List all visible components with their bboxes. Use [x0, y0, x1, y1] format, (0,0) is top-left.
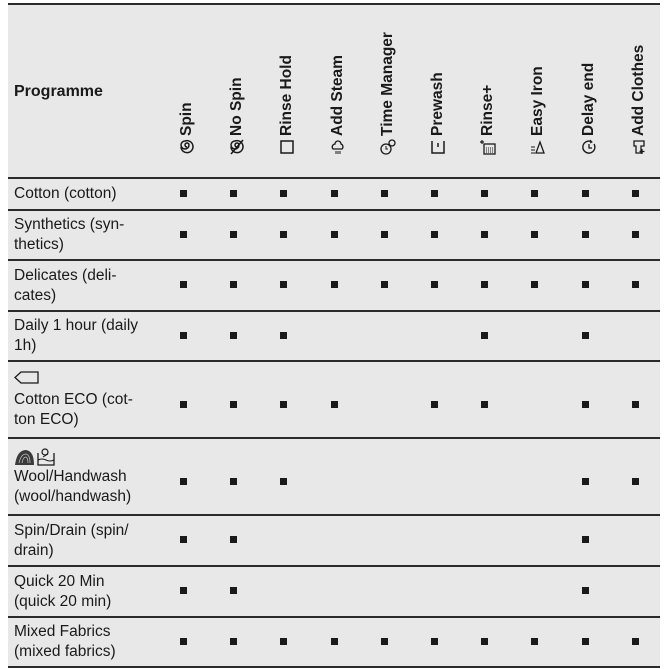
option-available-marker [230, 536, 237, 543]
option-available-marker [582, 281, 589, 288]
option-available-marker [531, 281, 538, 288]
option-available-marker [481, 281, 488, 288]
option-available-marker [280, 638, 287, 645]
option-available-marker [180, 587, 187, 594]
option-available-marker [180, 281, 187, 288]
option-available-marker [331, 231, 338, 238]
table-row [8, 261, 660, 312]
option-available-marker [632, 638, 639, 645]
column-header-label: Easy Iron [529, 66, 546, 136]
option-available-marker [632, 478, 639, 485]
column-header-label: Rinse+ [479, 84, 496, 136]
option-available-marker [431, 190, 438, 197]
programme-name [14, 215, 164, 255]
programme-name-line2: (quick 20 min) [14, 592, 112, 610]
programme-name-line2: ton ECO) [14, 410, 79, 428]
option-available-marker [180, 190, 187, 197]
steam-icon [330, 139, 346, 155]
option-available-marker [331, 638, 338, 645]
programme-name-line1: Mixed Fabrics [14, 623, 111, 640]
spin-icon [179, 139, 195, 155]
programme-name-line1: Spin/Drain (spin/ [14, 521, 129, 539]
column-header-label: Prewash [429, 72, 446, 136]
column-header-label: Add Clothes [630, 44, 647, 136]
programme-name-line2: (mixed fabrics) [14, 643, 116, 660]
eco-tag-icon [14, 370, 164, 390]
programme-name-line1: Synthetics (syn- [14, 216, 125, 233]
option-available-marker [331, 281, 338, 288]
option-available-marker [531, 638, 538, 645]
option-available-marker [180, 478, 187, 485]
option-available-marker [481, 231, 488, 238]
programme-name-line2: thetics) [14, 236, 64, 253]
option-available-marker [230, 190, 237, 197]
programme-name-line2: (wool/handwash) [14, 487, 132, 505]
delay-end-icon [581, 139, 597, 155]
option-available-marker [582, 478, 589, 485]
option-available-marker [180, 231, 187, 238]
option-available-marker [582, 401, 589, 408]
option-available-marker [381, 281, 388, 288]
programme-name [14, 572, 164, 612]
table-row [8, 312, 660, 362]
option-available-marker [632, 281, 639, 288]
column-header-rinse-hold [277, 5, 297, 155]
option-available-marker [431, 638, 438, 645]
programme-name [14, 316, 164, 356]
option-available-marker [280, 401, 287, 408]
option-available-marker [180, 401, 187, 408]
column-header-label: Rinse Hold [278, 55, 295, 136]
option-available-marker [280, 281, 287, 288]
add-clothes-icon [631, 139, 647, 155]
option-available-marker [331, 401, 338, 408]
option-available-marker [431, 401, 438, 408]
option-available-marker [481, 332, 488, 339]
easy-iron-icon [530, 139, 546, 155]
column-header-label: Delay end [580, 62, 597, 136]
column-header-spin [177, 5, 197, 155]
option-available-marker [230, 332, 237, 339]
programme-name-line1: Delicates (deli- [14, 266, 117, 284]
column-header-label: Add Steam [329, 55, 346, 136]
option-available-marker [180, 332, 187, 339]
option-available-marker [481, 638, 488, 645]
programme-name-line2: cates) [14, 286, 57, 304]
programme-name-line2: 1h) [14, 337, 37, 354]
column-header-label: Spin [178, 102, 195, 136]
option-available-marker [230, 478, 237, 485]
programme-name-line1: Cotton (cotton) [14, 185, 117, 202]
column-header-easy-iron [528, 5, 548, 155]
programme-name [14, 447, 164, 507]
option-available-marker [481, 190, 488, 197]
option-available-marker [381, 638, 388, 645]
option-available-marker [230, 638, 237, 645]
table-row [8, 211, 660, 261]
option-available-marker [331, 190, 338, 197]
option-available-marker [582, 536, 589, 543]
table-row [8, 618, 660, 668]
programme-name [14, 370, 164, 430]
column-header-add-clothes [629, 5, 649, 155]
programme-name-line1: Daily 1 hour (daily [14, 317, 139, 334]
column-header-add-steam [328, 5, 348, 155]
programme-options-table [8, 3, 660, 668]
table-row [8, 179, 660, 211]
column-header-label: No Spin [228, 77, 245, 136]
prewash-icon [430, 139, 446, 155]
option-available-marker [381, 190, 388, 197]
option-available-marker [632, 401, 639, 408]
time-manager-icon [380, 139, 396, 155]
option-available-marker [280, 478, 287, 485]
option-available-marker [582, 231, 589, 238]
option-available-marker [280, 190, 287, 197]
programme-name-line1: Cotton ECO (cot- [14, 390, 133, 408]
table-row [8, 567, 660, 618]
option-available-marker [381, 231, 388, 238]
option-available-marker [431, 231, 438, 238]
programme-name [14, 521, 164, 561]
option-available-marker [481, 401, 488, 408]
option-available-marker [582, 587, 589, 594]
table-row [8, 516, 660, 567]
programme-name-line1: Quick 20 Min [14, 572, 105, 590]
option-available-marker [230, 281, 237, 288]
programme-column-header: Programme [14, 83, 103, 100]
programme-name-line2: drain) [14, 541, 54, 559]
column-header-prewash [428, 5, 448, 155]
option-available-marker [582, 190, 589, 197]
table-row [8, 439, 660, 516]
option-available-marker [431, 281, 438, 288]
table-header [8, 5, 660, 179]
programme-name-line1: Wool/Handwash [14, 467, 127, 485]
column-header-rinse [478, 5, 498, 155]
rinse-hold-icon [279, 139, 295, 155]
option-available-marker [632, 231, 639, 238]
programme-name [14, 184, 164, 204]
column-header-label: Time Manager [379, 32, 396, 136]
option-available-marker [280, 231, 287, 238]
option-available-marker [230, 401, 237, 408]
rinse-plus-icon [480, 139, 496, 155]
programme-name [14, 266, 164, 306]
no-spin-icon [229, 139, 245, 155]
option-available-marker [632, 190, 639, 197]
programme-name [14, 622, 164, 662]
option-available-marker [230, 231, 237, 238]
option-available-marker [180, 536, 187, 543]
option-available-marker [230, 587, 237, 594]
column-header-delay-end [579, 5, 599, 155]
table-row [8, 362, 660, 439]
option-available-marker [531, 190, 538, 197]
wool-handwash-icon [14, 447, 164, 467]
column-header-time-manager [378, 5, 398, 155]
option-available-marker [180, 638, 187, 645]
option-available-marker [531, 231, 538, 238]
option-available-marker [582, 332, 589, 339]
option-available-marker [280, 332, 287, 339]
column-header-no-spin [227, 5, 247, 155]
option-available-marker [582, 638, 589, 645]
